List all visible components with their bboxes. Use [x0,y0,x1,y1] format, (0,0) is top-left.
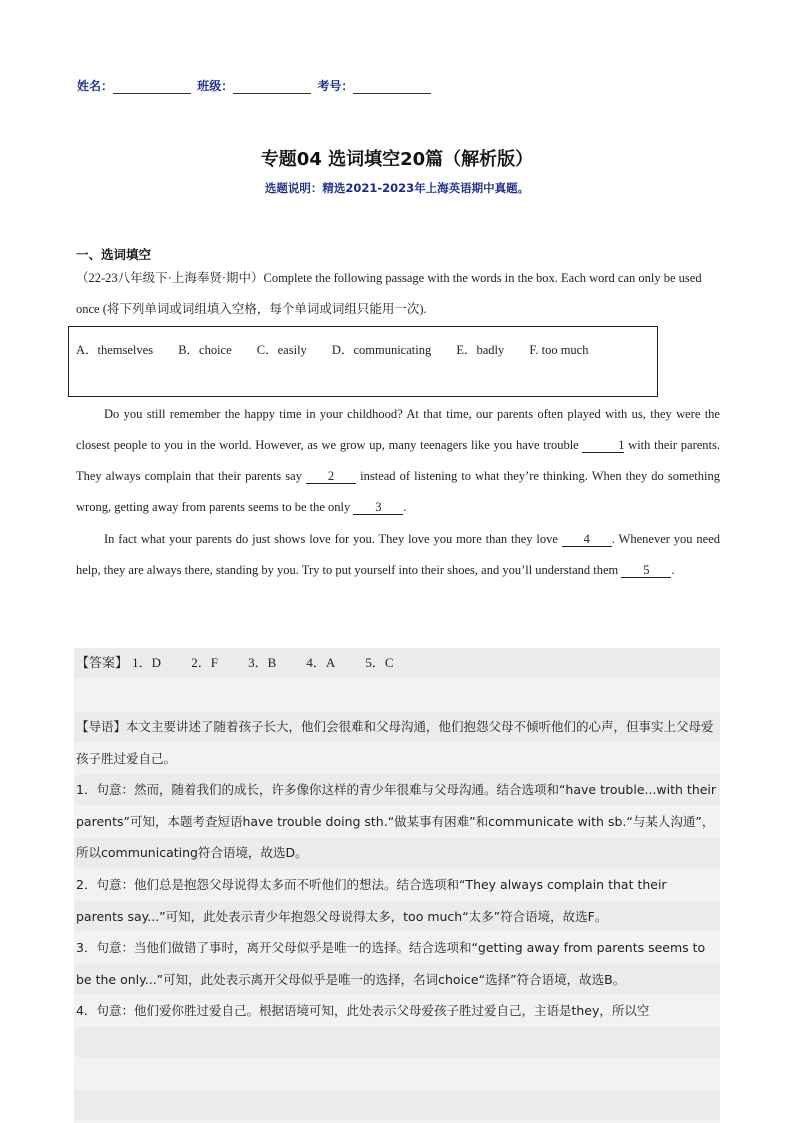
option-b: B．choice [178,343,232,357]
explanation-2: 2．句意：他们总是抱怨父母说得太多而不听他们的想法。结合选项和“They always complain that their parents say...”可知，此处表示青少年抱怨父母说得太多，too much“太多”符合语境，故选F。 [76,877,667,924]
id-label: 考号： [317,79,354,93]
class-label: 班级： [197,79,234,93]
question-intro: （22-23八年级下·上海奉贤·期中）Complete the following passage with the words in the box. Each word can only be used once (将下列单词或词组填入空格，每个单词或词组只能用一次). [76,271,702,316]
name-blank[interactable] [113,79,191,94]
section-heading: 一、选词填空 [76,247,152,262]
answer-5: 5．C [365,655,394,670]
id-blank[interactable] [353,79,431,94]
option-d: D．communicating [331,343,432,357]
explanation-3: 3．句意：当他们做错了事时，离开父母似乎是唯一的选择。结合选项和“getting away from parents seems to be the only...”可知，此处表示离开父母似乎是唯一的选择，名词choice“选择”符合语境，故选B。 [76,940,706,987]
answer-analysis-panel [74,648,720,1123]
explanation-4: 4．句意：他们爱你胜过爱自己。根据语境可知，此处表示父母爱孩子胜过爱自己，主语是they，所以空 [76,1003,650,1018]
word-options [76,335,651,366]
answer-2: 2．F [191,655,218,670]
blank-3[interactable]: 3 [353,500,403,515]
passage-paragraph-1: Do you still remember the happy time in your childhood? At that time, our parents often played with us, they were the closest people to you in the world. However, as we grow up, many teenagers like you have trouble 1 with their parents. They always complain that their parents say 2 instead of listening to what they’re thinking. When they do something wrong, getting away from parents seems to be the only 3 . [76,407,720,514]
explanation-1: 1．句意：然而，随着我们的成长，许多像你这样的青少年很难与父母沟通。结合选项和“have trouble...with their parents”可知，本题考查短语have trouble doing sth.“做某事有困难”和communicate with sb.“与某人沟通”，所以communicating符合语境，故选D。 [76,782,717,860]
page-title: 专题04 选词填空20篇（解析版） [260,149,534,170]
blank-1[interactable]: 1 [582,438,624,453]
answer-line [76,652,420,671]
guide-text: 【导语】本文主要讲述了随着孩子长大，他们会很难和父母沟通，他们抱怨父母不倾听他们的心声，但事实上父母爱孩子胜过爱自己。 [76,719,714,766]
page-subtitle: 选题说明：精选2021-2023年上海英语期中真题。 [264,181,530,195]
answer-label: 【答案】 [76,656,129,671]
blank-4[interactable]: 4 [562,532,612,547]
class-blank[interactable] [233,79,311,94]
student-info-line [77,77,433,94]
blank-2[interactable]: 2 [306,469,356,484]
word-box [68,326,658,397]
option-c: C．easily [256,343,307,357]
option-f: F. too much [529,343,589,357]
passage-paragraph-2: In fact what your parents do just shows love for you. They love you more than they love 4 . Whenever you need help, they are always there, standing by you. Try to put yourself into their shoes, and you’ll understand them 5 . [76,532,720,577]
option-a: A．themselves [76,343,154,357]
answer-1: 1．D [132,655,162,670]
name-label: 姓名： [77,79,114,93]
option-e: E．badly [456,343,505,357]
answer-3: 3．B [248,655,277,670]
answer-4: 4．A [306,655,336,670]
blank-5[interactable]: 5 [621,563,671,578]
